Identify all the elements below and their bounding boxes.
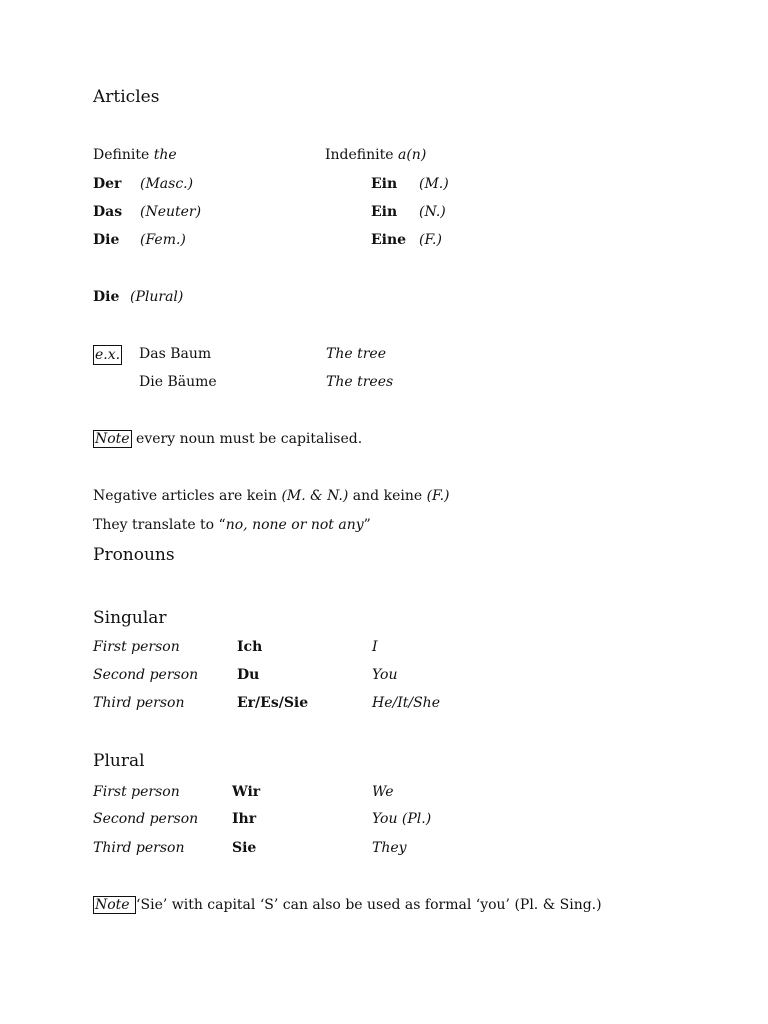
example-label-box: e.x. xyxy=(95,347,121,363)
plural-german-2: Ihr xyxy=(232,811,257,827)
indefinite-label xyxy=(325,146,426,164)
note-formal-you xyxy=(93,896,602,914)
indefinite-article-fem: Eine xyxy=(371,232,407,248)
plural-german-3: Sie xyxy=(232,840,257,856)
definite-label xyxy=(93,146,177,164)
note-capitalised xyxy=(93,430,362,448)
singular-heading: Singular xyxy=(93,608,167,628)
translation-line xyxy=(93,516,371,534)
indefinite-label-text: Indefinite xyxy=(325,147,394,163)
definite-gender-fem: (Fem.) xyxy=(140,232,186,248)
singular-person-2: Second person xyxy=(93,667,199,683)
plural-article: Die xyxy=(93,289,120,305)
indefinite-article-neuter: Ein xyxy=(371,204,398,220)
singular-english-2: You xyxy=(372,667,398,683)
definite-article-fem: Die xyxy=(93,232,120,248)
definite-article-neuter: Das xyxy=(93,204,123,220)
indefinite-gender-masc: (M.) xyxy=(419,176,449,192)
plural-person-1: First person xyxy=(93,784,180,800)
plural-english-1: We xyxy=(372,784,394,800)
note-capitalised-text: every noun must be capitalised. xyxy=(131,431,363,447)
example-german-2: Die Bäume xyxy=(139,374,217,390)
indefinite-gender-neuter: (N.) xyxy=(419,204,446,220)
plural-person-2: Second person xyxy=(93,811,199,827)
definite-gender-neuter: (Neuter) xyxy=(140,204,202,220)
singular-german-2: Du xyxy=(237,667,260,683)
translation-meaning: no, none or not any xyxy=(225,517,364,533)
note-label-box: Note xyxy=(95,431,130,447)
singular-english-1: I xyxy=(372,639,378,655)
definite-gloss: the xyxy=(153,147,177,163)
indefinite-gender-fem: (F.) xyxy=(419,232,442,248)
plural-gender: (Plural) xyxy=(130,289,184,305)
plural-english-3: They xyxy=(372,840,407,856)
articles-heading: Articles xyxy=(93,87,160,107)
translation-text-1: They translate to “ xyxy=(93,517,226,533)
example-english-1: The tree xyxy=(326,346,386,362)
example-english-2: The trees xyxy=(326,374,394,390)
note-formal-text: ‘Sie’ with capital ‘S’ can also be used as formal ‘you’ (Pl. & Sing.) xyxy=(136,897,602,913)
definite-gender-masc: (Masc.) xyxy=(140,176,194,192)
indefinite-gloss: a(n) xyxy=(398,147,427,163)
singular-person-3: Third person xyxy=(93,695,185,711)
singular-german-3: Er/Es/Sie xyxy=(237,695,309,711)
pronouns-heading: Pronouns xyxy=(93,545,175,565)
indefinite-article-masc: Ein xyxy=(371,176,398,192)
translation-text-2: ” xyxy=(363,517,371,533)
note-formal-label-box: Note xyxy=(95,897,135,913)
plural-heading: Plural xyxy=(93,751,145,771)
negative-articles-line xyxy=(93,487,450,505)
negative-text-2: and keine xyxy=(348,488,427,504)
definite-label-text: Definite xyxy=(93,147,150,163)
singular-person-1: First person xyxy=(93,639,180,655)
example-german-1: Das Baum xyxy=(139,346,212,362)
plural-english-2: You (Pl.) xyxy=(372,811,432,827)
negative-gender-1: (M. & N.) xyxy=(281,488,349,504)
singular-german-1: Ich xyxy=(237,639,263,655)
plural-person-3: Third person xyxy=(93,840,185,856)
singular-english-3: He/It/She xyxy=(372,695,440,711)
negative-gender-2: (F.) xyxy=(426,488,450,504)
definite-article-masc: Der xyxy=(93,176,122,192)
negative-text-1: Negative articles are kein xyxy=(93,488,282,504)
plural-german-1: Wir xyxy=(232,784,261,800)
